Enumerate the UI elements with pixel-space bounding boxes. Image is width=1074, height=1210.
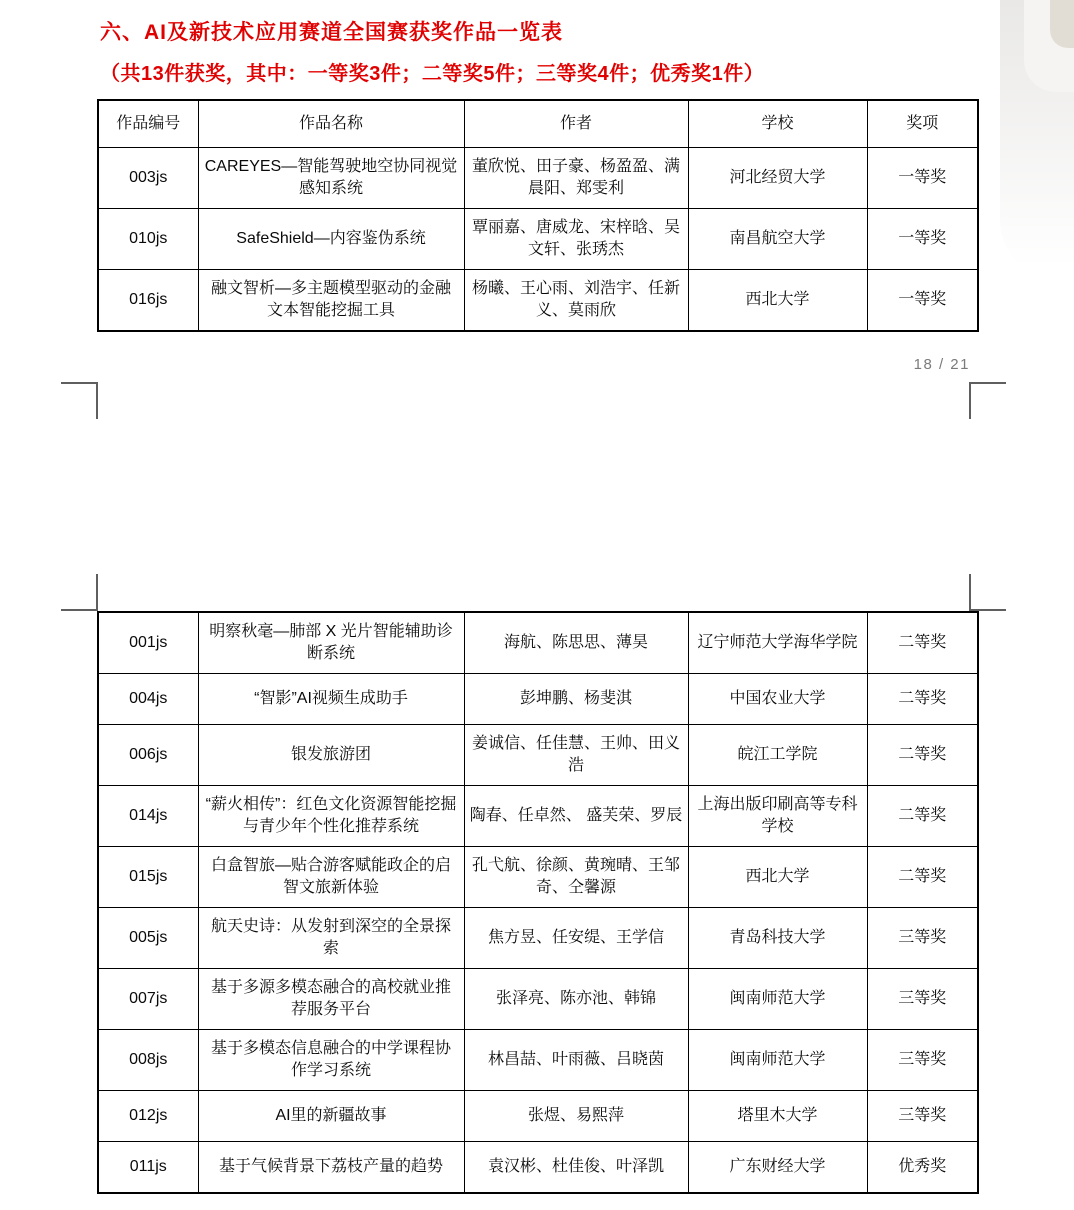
cell-authors: 董欣悦、田子豪、杨盈盈、满晨阳、郑雯利 [464, 147, 688, 208]
cell-name: 基于多模态信息融合的中学课程协作学习系统 [198, 1030, 464, 1091]
header-row [98, 100, 978, 147]
cell-award: 优秀奖 [867, 1142, 978, 1193]
cell-id: 005js [98, 908, 198, 969]
cell-id: 007js [98, 969, 198, 1030]
table-row [98, 208, 978, 269]
table-row [98, 674, 978, 725]
cell-name: 基于多源多模态融合的高校就业推荐服务平台 [198, 969, 464, 1030]
cell-award: 二等奖 [867, 725, 978, 786]
cell-id: 001js [98, 612, 198, 674]
cell-authors: 袁汉彬、杜佳俊、叶泽凯 [464, 1142, 688, 1193]
cell-award: 二等奖 [867, 612, 978, 674]
cell-school: 辽宁师范大学海华学院 [688, 612, 867, 674]
cell-name: 白盒智旅—贴合游客赋能政企的启智文旅新体验 [198, 847, 464, 908]
column-header: 作者 [464, 100, 688, 147]
cell-award: 三等奖 [867, 908, 978, 969]
cell-name: 融文智析—多主题模型驱动的金融文本智能挖掘工具 [198, 269, 464, 331]
page-corner-mark [61, 609, 97, 611]
cell-award: 一等奖 [867, 147, 978, 208]
cell-authors: 杨曦、王心雨、刘浩宇、任新义、莫雨欣 [464, 269, 688, 331]
cell-school: 中国农业大学 [688, 674, 867, 725]
awards-table-page1 [97, 99, 979, 332]
cell-authors: 焦方昱、任安缇、王学信 [464, 908, 688, 969]
cell-name: “智影”AI视频生成助手 [198, 674, 464, 725]
page-corner-mark [61, 382, 97, 384]
cell-award: 三等奖 [867, 969, 978, 1030]
cell-authors: 陶春、任卓然、 盛芙荣、罗辰 [464, 786, 688, 847]
cell-name: CAREYES—智能驾驶地空协同视觉感知系统 [198, 147, 464, 208]
cell-name: 明察秋毫—肺部 X 光片智能辅助诊断系统 [198, 612, 464, 674]
cell-school: 青岛科技大学 [688, 908, 867, 969]
cell-award: 二等奖 [867, 674, 978, 725]
cell-award: 一等奖 [867, 269, 978, 331]
page-corner-mark [970, 382, 1006, 384]
cell-name: “薪火相传”：红色文化资源智能挖掘与青少年个性化推荐系统 [198, 786, 464, 847]
cell-authors: 覃丽嘉、唐威龙、宋梓晗、吴文轩、张琇杰 [464, 208, 688, 269]
table-header [98, 100, 978, 147]
table-row [98, 969, 978, 1030]
cell-id: 008js [98, 1030, 198, 1091]
table-row [98, 786, 978, 847]
cell-award: 一等奖 [867, 208, 978, 269]
cell-name: SafeShield—内容鉴伪系统 [198, 208, 464, 269]
cell-authors: 姜诚信、任佳慧、王帅、田义浩 [464, 725, 688, 786]
cell-school: 西北大学 [688, 269, 867, 331]
cell-authors: 孔弋航、徐颜、黄琬晴、王邹奇、仝馨源 [464, 847, 688, 908]
cell-authors: 张泽亮、陈亦池、韩锦 [464, 969, 688, 1030]
cell-school: 闽南师范大学 [688, 969, 867, 1030]
cell-id: 016js [98, 269, 198, 331]
table-row [98, 725, 978, 786]
cell-name: AI里的新疆故事 [198, 1091, 464, 1142]
cell-id: 011js [98, 1142, 198, 1193]
cell-school: 广东财经大学 [688, 1142, 867, 1193]
table-row [98, 1030, 978, 1091]
cell-authors: 林昌喆、叶雨薇、吕晓茵 [464, 1030, 688, 1091]
cell-name: 基于气候背景下荔枝产量的趋势 [198, 1142, 464, 1193]
cell-id: 015js [98, 847, 198, 908]
cell-id: 010js [98, 208, 198, 269]
cell-school: 西北大学 [688, 847, 867, 908]
column-header: 奖项 [867, 100, 978, 147]
column-header: 作品名称 [198, 100, 464, 147]
table-row [98, 269, 978, 331]
page-corner-mark [96, 574, 98, 611]
cell-id: 014js [98, 786, 198, 847]
cell-school: 南昌航空大学 [688, 208, 867, 269]
page-corner-mark [96, 382, 98, 419]
cell-authors: 张煜、易熙萍 [464, 1091, 688, 1142]
table-row [98, 1091, 978, 1142]
table-body [98, 147, 978, 331]
table-body [98, 612, 978, 1193]
cell-school: 塔里木大学 [688, 1091, 867, 1142]
awards-table-page2 [97, 611, 979, 1194]
table-row [98, 1142, 978, 1193]
cell-award: 三等奖 [867, 1030, 978, 1091]
table-row [98, 147, 978, 208]
page-corner-mark [969, 382, 971, 419]
column-header: 学校 [688, 100, 867, 147]
cell-id: 012js [98, 1091, 198, 1142]
cell-id: 004js [98, 674, 198, 725]
table-row [98, 908, 978, 969]
page-indicator: 18 / 21 [913, 356, 970, 373]
cell-school: 河北经贸大学 [688, 147, 867, 208]
section-subtitle: （共13件获奖，其中：一等奖3件；二等奖5件；三等奖4件；优秀奖1件） [100, 63, 765, 85]
cell-authors: 海航、陈思思、薄昊 [464, 612, 688, 674]
cell-id: 006js [98, 725, 198, 786]
cell-award: 三等奖 [867, 1091, 978, 1142]
table-row [98, 612, 978, 674]
cell-school: 皖江工学院 [688, 725, 867, 786]
table-row [98, 847, 978, 908]
page-corner-mark [969, 574, 971, 611]
column-header: 作品编号 [98, 100, 198, 147]
cell-authors: 彭坤鹏、杨斐淇 [464, 674, 688, 725]
cell-award: 二等奖 [867, 847, 978, 908]
cell-name: 航天史诗：从发射到深空的全景探索 [198, 908, 464, 969]
cell-id: 003js [98, 147, 198, 208]
section-title: 六、AI及新技术应用赛道全国赛获奖作品一览表 [100, 21, 563, 44]
cell-school: 上海出版印刷高等专科学校 [688, 786, 867, 847]
cell-school: 闽南师范大学 [688, 1030, 867, 1091]
floating-widget-button[interactable] [1050, 0, 1074, 48]
cell-name: 银发旅游团 [198, 725, 464, 786]
cell-award: 二等奖 [867, 786, 978, 847]
